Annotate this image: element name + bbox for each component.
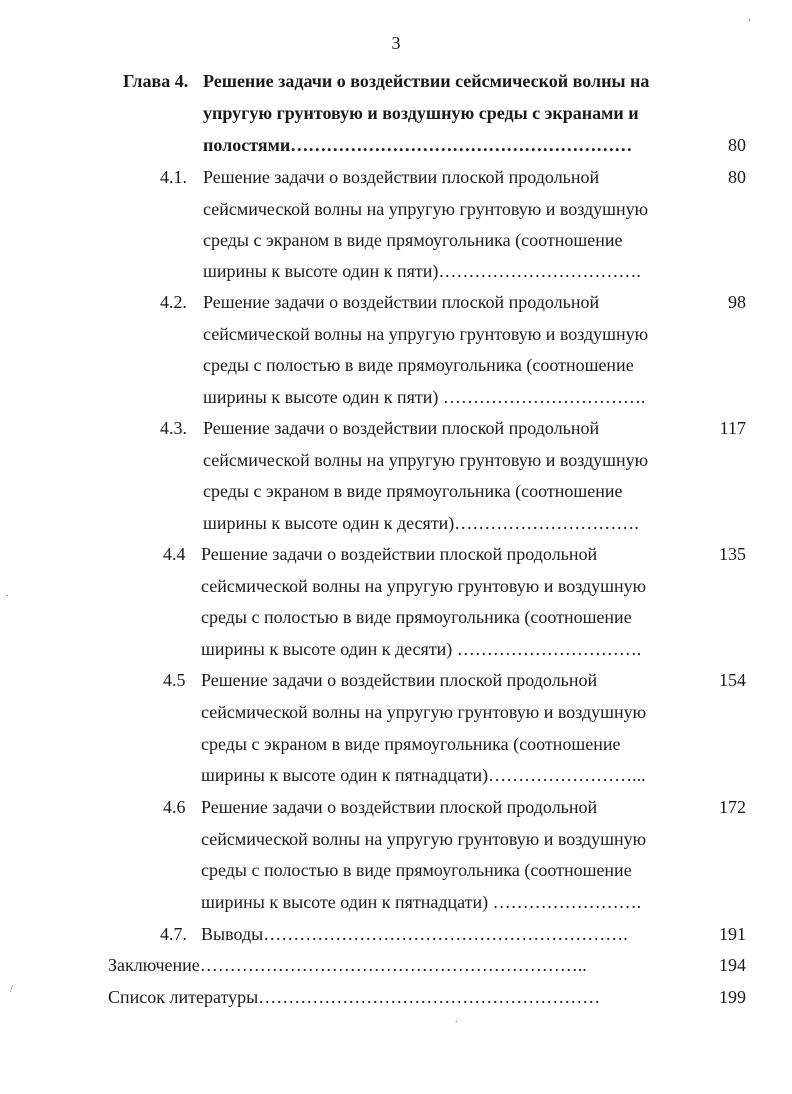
section-line: сейсмической волны на упругую грунтовую и воздушную bbox=[203, 450, 649, 470]
section-line: ширины к высоте один к пятнадцати) ……………………. bbox=[201, 892, 642, 912]
section-number: 4.3. bbox=[160, 418, 187, 438]
section-line: сейсмической волны на упругую грунтовую и воздушную bbox=[201, 702, 647, 722]
conclusion-entry: Заключение……………………………………………………….. bbox=[108, 955, 587, 975]
section-line: среды с полостью в виде прямоугольника (соотношение bbox=[201, 607, 632, 627]
section-number: 4.6 bbox=[163, 797, 186, 817]
scan-speck: , bbox=[748, 12, 751, 23]
chapter-title-line: полостями………………………………………………… bbox=[203, 135, 633, 155]
section-line: сейсмической волны на упругую грунтовую и воздушную bbox=[201, 829, 647, 849]
section-number: 4.1. bbox=[160, 167, 187, 187]
section-page: 154 bbox=[719, 670, 746, 690]
page-number: 3 bbox=[391, 33, 401, 53]
chapter-label: Глава 4. bbox=[123, 71, 189, 91]
section-line: среды с экраном в виде прямоугольника (соотношение bbox=[201, 734, 621, 754]
section-line: сейсмической волны на упругую грунтовую и воздушную bbox=[203, 324, 649, 344]
section-line: Решение задачи о воздействии плоской продольной bbox=[203, 292, 600, 312]
section-line: ширины к высоте один к пятнадцати)……………………... bbox=[201, 765, 646, 785]
references-page: 199 bbox=[719, 987, 746, 1007]
section-number: 4.2. bbox=[160, 292, 187, 312]
section-number: 4.5 bbox=[163, 670, 186, 690]
chapter-title-line: упругую грунтовую и воздушную среды с экранами и bbox=[203, 103, 639, 123]
section-page: 172 bbox=[719, 797, 746, 817]
section-line: Решение задачи о воздействии плоской продольной bbox=[201, 544, 598, 564]
scan-speck: . bbox=[6, 588, 9, 599]
section-line: Решение задачи о воздействии плоской продольной bbox=[201, 670, 598, 690]
chapter-title-line: Решение задачи о воздействии сейсмической волны на bbox=[203, 71, 650, 91]
section-line: ширины к высоте один к пяти)……………………………. bbox=[203, 261, 641, 281]
references-entry: Список литературы………………………………………………… bbox=[108, 987, 601, 1007]
section-line: сейсмической волны на упругую грунтовую и воздушную bbox=[203, 199, 649, 219]
chapter-page: 80 bbox=[728, 135, 746, 155]
section-line: сейсмической волны на упругую грунтовую и воздушную bbox=[201, 576, 647, 596]
section-line: Решение задачи о воздействии плоской продольной bbox=[201, 797, 598, 817]
section-line: Решение задачи о воздействии плоской продольной bbox=[203, 167, 600, 187]
section-line: среды с полостью в виде прямоугольника (соотношение bbox=[201, 860, 632, 880]
section-page: 98 bbox=[728, 292, 746, 312]
section-page: 135 bbox=[719, 544, 746, 564]
section-number: 4.4 bbox=[163, 544, 186, 564]
section-number: 4.7. bbox=[160, 924, 187, 944]
scan-speck: . bbox=[455, 1014, 458, 1025]
section-line: среды с экраном в виде прямоугольника (соотношение bbox=[203, 230, 623, 250]
section-line: среды с полостью в виде прямоугольника (соотношение bbox=[203, 355, 634, 375]
section-line: Выводы……………………………………………………. bbox=[201, 924, 628, 944]
section-line: ширины к высоте один к десяти)…………………………. bbox=[203, 513, 639, 533]
section-page: 80 bbox=[728, 167, 746, 187]
scan-speck: / bbox=[10, 984, 13, 995]
section-line: среды с экраном в виде прямоугольника (соотношение bbox=[203, 481, 623, 501]
section-line: ширины к высоте один к десяти) …………………………. bbox=[201, 639, 642, 659]
section-page: 117 bbox=[719, 418, 746, 438]
section-line: Решение задачи о воздействии плоской продольной bbox=[203, 418, 600, 438]
section-page: 191 bbox=[719, 924, 746, 944]
conclusion-page: 194 bbox=[719, 955, 746, 975]
section-line: ширины к высоте один к пяти) ……………………………. bbox=[203, 387, 646, 407]
